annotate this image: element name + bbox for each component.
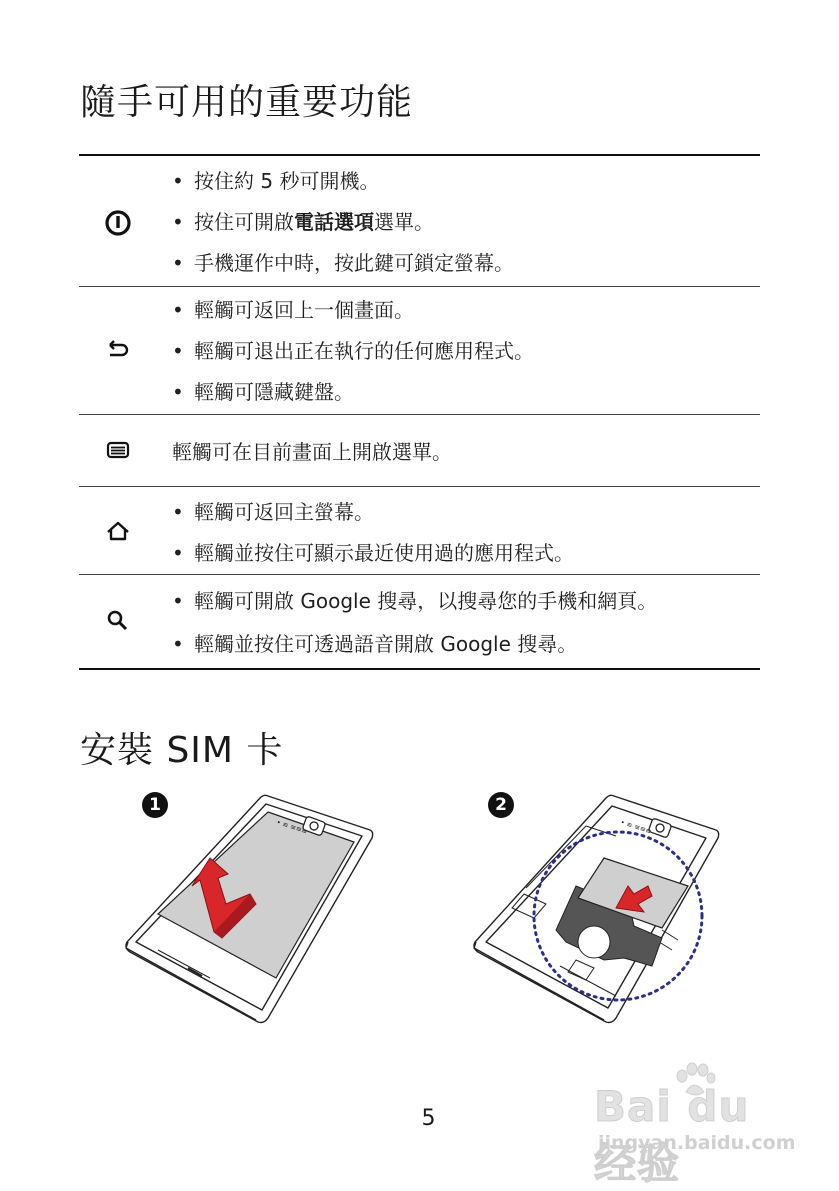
row-divider: [79, 414, 760, 415]
list-item: • 按住可開啟電話選項選單。: [172, 210, 434, 234]
home-icon: [101, 514, 135, 548]
row-divider: [79, 486, 760, 487]
list-item: • 輕觸可開啟 Google 搜尋，以搜尋您的手機和網頁。: [172, 589, 658, 613]
baidu-watermark: [594, 1062, 796, 1188]
list-item: • 輕觸並按住可顯示最近使用過的應用程式。: [172, 541, 574, 565]
list-item: • 輕觸可返回上一個畫面。: [172, 298, 414, 322]
svg-text:• ≡ ≡≡≡: • ≡ ≡≡≡: [275, 818, 309, 836]
call-options-term: 電話選項: [294, 210, 374, 234]
list-item: • 輕觸並按住可透過語音開啟 Google 搜尋。: [172, 632, 578, 656]
table-top-rule: [79, 154, 760, 156]
phone-remove-cover-illustration: [118, 790, 380, 1026]
step-badge-2: 2: [488, 792, 514, 818]
watermark-brand: Bai du 经验: [594, 1082, 750, 1188]
row-divider: [79, 574, 760, 575]
menu-description: 輕觸可在目前畫面上開啟選單。: [172, 440, 452, 464]
list-item: • 按住約 5 秒可開機。: [172, 169, 380, 193]
list-item: • 輕觸可退出正在執行的任何應用程式。: [172, 339, 534, 363]
table-bottom-rule: [79, 668, 760, 670]
list-item: • 手機運作中時，按此鍵可鎖定螢幕。: [172, 251, 514, 275]
phone-insert-sim-illustration: [466, 790, 726, 1030]
back-icon: [101, 332, 135, 366]
list-item: • 輕觸可返回主螢幕。: [172, 500, 374, 524]
page-number: 5: [421, 1106, 436, 1131]
power-icon: [101, 206, 135, 240]
section-title-key-functions: 隨手可用的重要功能: [80, 82, 414, 123]
watermark-url: jingyan.baidu.com: [598, 1132, 796, 1154]
list-item: • 輕觸可隱藏鍵盤。: [172, 380, 354, 404]
search-icon: [101, 604, 135, 638]
svg-text:• ≡ ≡≡≡: • ≡ ≡≡≡: [619, 818, 653, 836]
step-badge-1: 1: [142, 792, 168, 818]
row-divider: [79, 286, 760, 287]
section-title-install-sim: 安裝 SIM 卡: [80, 730, 284, 771]
menu-icon: [101, 433, 135, 467]
